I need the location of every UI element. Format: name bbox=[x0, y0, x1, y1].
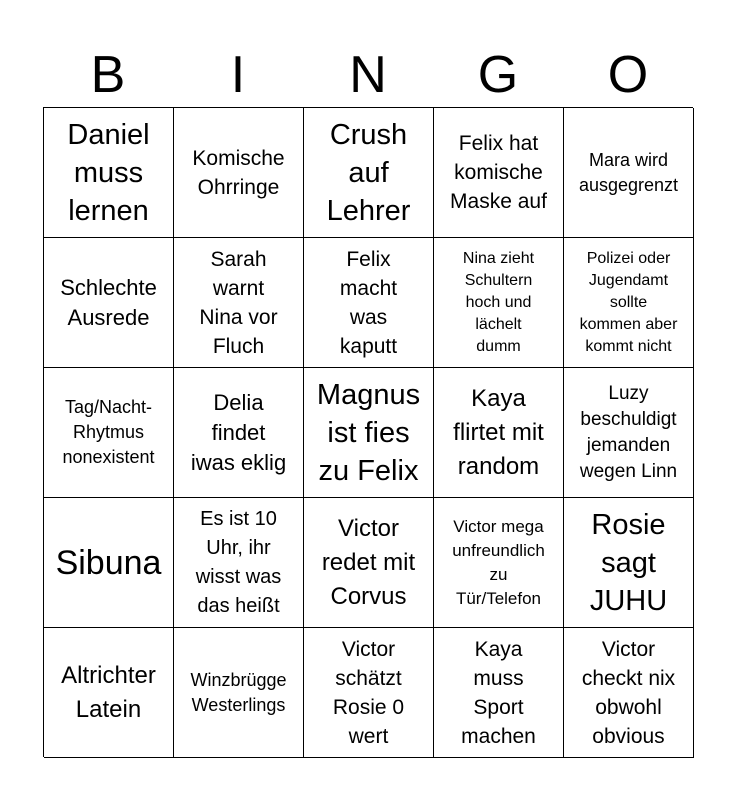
cell-text: Victor checkt nix obwohl obvious bbox=[581, 637, 676, 748]
bingo-cell[interactable] bbox=[564, 108, 694, 238]
cell-text: Magnus ist fies zu Felix bbox=[316, 378, 421, 487]
bingo-cell[interactable] bbox=[564, 498, 694, 628]
bingo-grid bbox=[43, 107, 693, 757]
bingo-cell[interactable] bbox=[564, 628, 694, 758]
bingo-cell[interactable] bbox=[44, 108, 174, 238]
bingo-cell[interactable] bbox=[174, 238, 304, 368]
bingo-cell[interactable] bbox=[304, 238, 434, 368]
bingo-cell[interactable] bbox=[44, 368, 174, 498]
cell-text: Komische Ohrringe bbox=[192, 146, 285, 199]
bingo-cell[interactable] bbox=[304, 108, 434, 238]
cell-text: Luzy beschuldigt jemanden wegen Linn bbox=[579, 382, 678, 482]
cell-text: Rosie sagt JUHU bbox=[589, 508, 668, 617]
cell-text: Polizei oder Jugendamt sollte kommen aber kommt nicht bbox=[579, 249, 678, 355]
bingo-cell[interactable] bbox=[44, 628, 174, 758]
bingo-header bbox=[43, 42, 693, 108]
header-letter-i: I bbox=[230, 46, 246, 104]
bingo-cell[interactable] bbox=[44, 238, 174, 368]
cell-text: Altrichter Latein bbox=[61, 661, 156, 723]
bingo-cell[interactable] bbox=[174, 368, 304, 498]
bingo-cell[interactable] bbox=[174, 108, 304, 238]
cell-text: Felix macht was kaputt bbox=[339, 247, 398, 358]
cell-text: Schlechte Ausrede bbox=[60, 274, 157, 330]
bingo-cell[interactable] bbox=[174, 628, 304, 758]
cell-text: Mara wird ausgegrenzt bbox=[578, 149, 679, 195]
bingo-cell[interactable] bbox=[434, 628, 564, 758]
bingo-cell[interactable] bbox=[564, 238, 694, 368]
bingo-cell[interactable] bbox=[434, 368, 564, 498]
cell-text: Kaya muss Sport machen bbox=[461, 637, 536, 748]
bingo-cell[interactable] bbox=[304, 368, 434, 498]
cell-text: Sarah warnt Nina vor Fluch bbox=[199, 247, 278, 358]
header-letter-g: G bbox=[477, 46, 519, 104]
header-letter-n: N bbox=[349, 46, 387, 104]
cell-text: Victor redet mit Corvus bbox=[321, 514, 416, 610]
bingo-cell[interactable] bbox=[434, 238, 564, 368]
bingo-cell[interactable] bbox=[564, 368, 694, 498]
cell-text: Sibuna bbox=[55, 543, 162, 582]
cell-text: Victor mega unfreundlich zu Tür/Telefon bbox=[452, 516, 545, 608]
cell-text: Crush auf Lehrer bbox=[326, 118, 411, 227]
bingo-cell[interactable] bbox=[304, 628, 434, 758]
bingo-cell[interactable] bbox=[434, 498, 564, 628]
header-letter-b: B bbox=[90, 46, 126, 104]
header-letter-o: O bbox=[607, 46, 649, 104]
bingo-cell[interactable] bbox=[174, 498, 304, 628]
cell-text: Kaya flirtet mit random bbox=[453, 384, 544, 480]
bingo-cell[interactable] bbox=[44, 498, 174, 628]
cell-text: Es ist 10 Uhr, ihr wisst was das heißt bbox=[195, 507, 282, 617]
cell-text: Winzbrügge Westerlings bbox=[190, 669, 287, 715]
bingo-cell[interactable] bbox=[434, 108, 564, 238]
cell-text: Tag/Nacht- Rhytmus nonexistent bbox=[62, 397, 155, 467]
cell-text: Victor schätzt Rosie 0 wert bbox=[332, 637, 405, 748]
cell-text: Felix hat komische Maske auf bbox=[450, 132, 547, 213]
cell-text: Daniel muss lernen bbox=[67, 118, 150, 227]
cell-text: Nina zieht Schultern hoch und lächelt dumm bbox=[462, 249, 535, 355]
cell-text: Delia findet iwas eklig bbox=[190, 389, 287, 475]
bingo-cell[interactable] bbox=[304, 498, 434, 628]
